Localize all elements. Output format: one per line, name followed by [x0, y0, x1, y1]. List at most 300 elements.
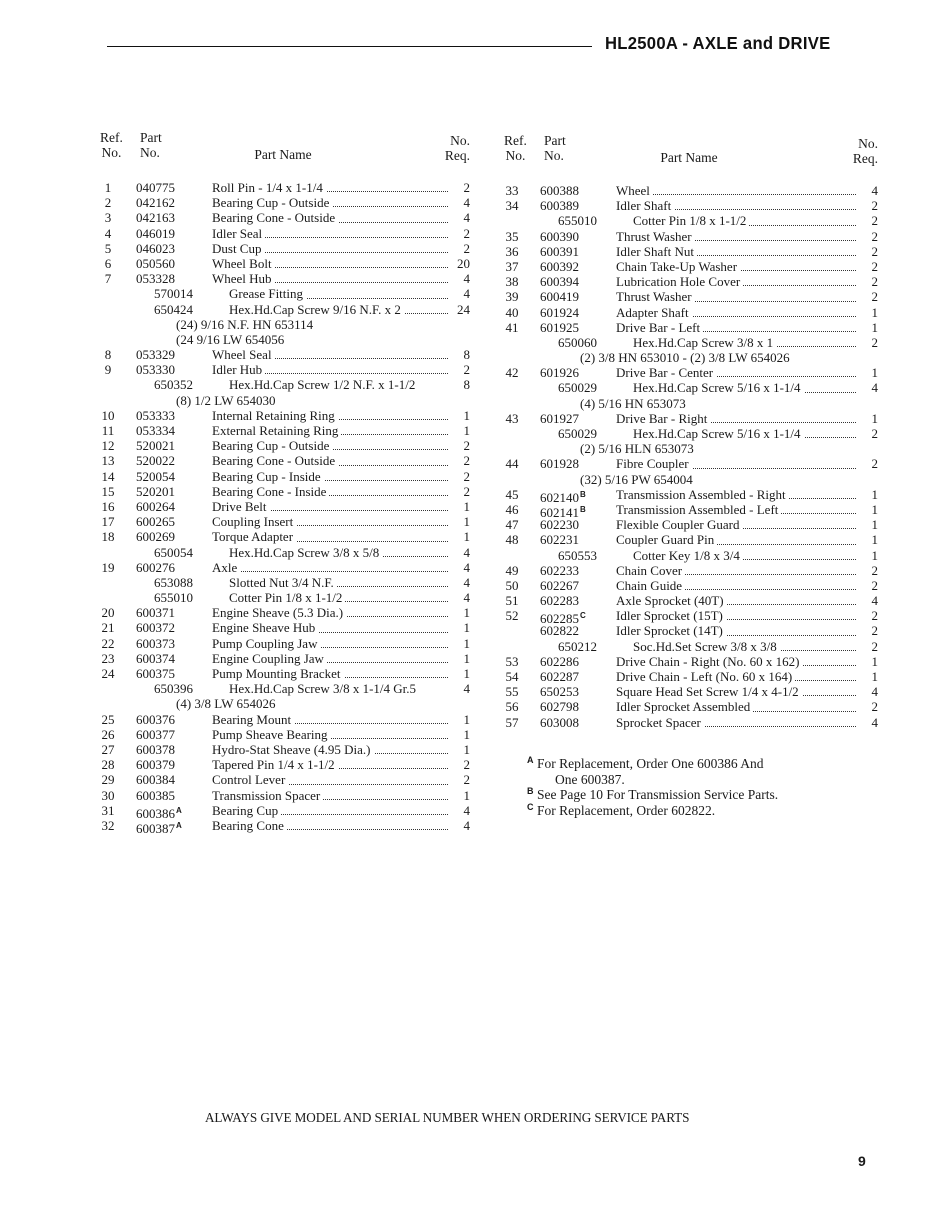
qty-required: 1	[463, 650, 470, 666]
part-name	[212, 210, 448, 225]
part-no	[136, 180, 175, 195]
ref-no: 31	[101, 802, 115, 818]
part-no	[136, 666, 175, 681]
qty-required: 8	[463, 377, 470, 393]
footnote-marker: A	[176, 820, 182, 830]
part-no	[540, 320, 579, 335]
hardware-note-text: (4) 3/8 LW 654026	[176, 696, 276, 712]
qty-required: 4	[463, 590, 470, 606]
part-name	[616, 198, 856, 213]
part-no-text: 602285	[540, 611, 579, 627]
part-name-text: Drive Bar - Right	[616, 411, 710, 426]
table-row	[96, 180, 470, 195]
qty-required: 2	[871, 289, 878, 305]
part-no-text: 600377	[136, 726, 175, 742]
part-name-text: Internal Retaining Ring	[212, 408, 338, 423]
part-no-text: 600384	[136, 772, 175, 788]
part-name-text: Transmission Assembled - Right	[616, 487, 789, 502]
part-no	[540, 623, 579, 638]
ref-no: 56	[505, 699, 519, 715]
ref-no: 20	[101, 605, 115, 621]
part-no-text: 040775	[136, 180, 175, 195]
qty-required: 2	[871, 213, 878, 229]
page-title: HL2500A - AXLE and DRIVE	[605, 33, 831, 53]
qty-required: 2	[463, 772, 470, 788]
ref-no: 37	[505, 258, 519, 274]
part-name-text: Hex.Hd.Cap Screw 3/8 x 1	[633, 335, 776, 350]
header-ref-no: Ref. No.	[504, 133, 527, 163]
part-name	[212, 195, 448, 210]
hardware-note	[96, 332, 470, 347]
part-no-text: 600376	[136, 711, 175, 727]
part-name-text: Bearing Cone	[212, 818, 287, 833]
part-name	[616, 578, 856, 593]
part-no-text: 603008	[540, 714, 579, 730]
part-name	[616, 244, 856, 259]
part-no	[136, 651, 175, 666]
qty-required: 24	[457, 301, 470, 317]
part-no-text: 602286	[540, 653, 579, 669]
hardware-note-text: (2) 3/8 HN 653010 - (2) 3/8 LW 654026	[580, 350, 790, 366]
ref-no: 52	[505, 608, 519, 624]
part-name	[633, 548, 856, 563]
part-name-text: Chain Take-Up Washer	[616, 259, 740, 274]
part-name	[229, 545, 448, 560]
part-no-text: 650060	[558, 334, 597, 350]
table-row	[96, 757, 470, 772]
part-no	[558, 548, 597, 563]
table-row	[96, 802, 470, 821]
part-name-text: Wheel Hub	[212, 271, 275, 286]
part-name-text: Slotted Nut 3/4 N.F.	[229, 575, 337, 590]
part-name	[633, 639, 856, 654]
qty-required: 2	[871, 334, 878, 350]
part-name-text: Drive Bar - Center	[616, 365, 716, 380]
qty-required: 2	[463, 240, 470, 256]
part-no-text: 601925	[540, 319, 579, 335]
qty-required: 2	[463, 180, 470, 195]
part-name	[212, 241, 448, 256]
hardware-note	[500, 396, 878, 411]
part-name-text: Thrust Washer	[616, 229, 695, 244]
part-no	[136, 408, 175, 423]
part-no-text: 601926	[540, 365, 579, 381]
part-name-text: Bearing Cup - Inside	[212, 469, 324, 484]
part-name-text: Transmission Spacer	[212, 788, 323, 803]
part-no-text: 601928	[540, 456, 579, 472]
part-no-text: 046019	[136, 225, 175, 241]
qty-required: 2	[871, 274, 878, 290]
table-row	[96, 453, 470, 468]
part-name	[616, 608, 856, 623]
part-name	[616, 229, 856, 244]
qty-required: 1	[871, 365, 878, 381]
part-no-text: 053334	[136, 423, 175, 438]
qty-required: 2	[871, 699, 878, 715]
ref-no: 33	[505, 183, 519, 198]
qty-required: 4	[463, 802, 470, 818]
parts-list-right	[500, 183, 878, 730]
part-name-text: Hex.Hd.Cap Screw 3/8 x 1-1/4 Gr.5	[229, 681, 419, 696]
table-row	[500, 380, 878, 395]
part-name-text: Square Head Set Screw 1/4 x 4-1/2	[616, 684, 802, 699]
part-name-text: Grease Fitting	[229, 286, 306, 301]
part-no-text: 600265	[136, 514, 175, 530]
ref-no: 5	[104, 240, 112, 256]
part-no	[540, 274, 579, 289]
part-name-text: Wheel Seal	[212, 347, 275, 362]
table-row	[500, 411, 878, 426]
part-name-text: Tapered Pin 1/4 x 1-1/2	[212, 757, 338, 772]
qty-required: 2	[871, 228, 878, 244]
ref-no: 35	[505, 228, 519, 244]
part-name	[212, 620, 448, 635]
part-name-text: Idler Shaft	[616, 198, 674, 213]
part-name	[229, 575, 448, 590]
part-no-text: 600379	[136, 757, 175, 773]
table-row	[96, 499, 470, 514]
ref-no: 23	[101, 650, 115, 666]
part-no	[558, 213, 597, 228]
part-name	[212, 651, 448, 666]
part-no-text: 050560	[136, 255, 175, 271]
qty-required: 1	[463, 514, 470, 530]
part-name-text: Bearing Cup - Outside	[212, 195, 332, 210]
part-no	[154, 590, 193, 605]
part-no	[136, 818, 182, 836]
table-row	[96, 651, 470, 666]
part-no-text: 601924	[540, 304, 579, 320]
part-no-text: 600387	[136, 820, 175, 836]
table-row	[96, 817, 470, 836]
qty-required: 4	[463, 817, 470, 833]
table-row	[500, 486, 878, 505]
part-no	[154, 575, 193, 590]
part-name-text: Pump Sheave Bearing	[212, 727, 331, 742]
ref-no: 39	[505, 289, 519, 305]
footnote-marker: C	[527, 801, 534, 812]
part-no	[558, 335, 597, 350]
ref-no: 34	[505, 198, 519, 214]
part-name-text: Torque Adapter	[212, 529, 296, 544]
table-row	[500, 289, 878, 304]
part-name	[229, 590, 448, 605]
ref-no: 3	[104, 210, 112, 226]
ref-no: 8	[104, 347, 112, 363]
part-name-text: Soc.Hd.Set Screw 3/8 x 3/8	[633, 639, 780, 654]
ordering-notice: ALWAYS GIVE MODEL AND SERIAL NUMBER WHEN ORDERING SERVICE PARTS	[205, 1110, 690, 1125]
qty-required: 2	[463, 453, 470, 469]
part-no-text: 520022	[136, 453, 175, 469]
part-no-text: 600392	[540, 258, 579, 274]
part-name	[616, 563, 856, 578]
footnote-b	[527, 787, 778, 803]
table-row	[96, 271, 470, 286]
footnote-marker: A	[176, 805, 182, 815]
part-no	[154, 681, 193, 696]
ref-no: 48	[505, 532, 519, 548]
part-name	[616, 532, 856, 547]
part-name-text: Engine Coupling Jaw	[212, 651, 327, 666]
part-no	[136, 712, 175, 727]
part-name	[616, 502, 856, 517]
part-name-text: Control Lever	[212, 772, 288, 787]
table-row	[96, 469, 470, 484]
table-row	[96, 590, 470, 605]
part-no-text: 650029	[558, 426, 597, 441]
part-no	[540, 715, 579, 730]
part-name-text: Lubrication Hole Cover	[616, 274, 743, 289]
ref-no: 6	[104, 255, 112, 271]
qty-required: 2	[871, 608, 878, 624]
table-row	[96, 712, 470, 727]
qty-required: 2	[463, 438, 470, 454]
part-no-text: 650553	[558, 547, 597, 563]
hardware-note-text: (2) 5/16 HLN 653073	[580, 441, 694, 457]
part-name	[616, 699, 856, 714]
table-row	[96, 605, 470, 620]
table-row	[500, 699, 878, 714]
part-no-text: 602231	[540, 532, 579, 548]
part-name-text: Pump Mounting Bracket	[212, 666, 344, 681]
part-name-text: Axle Sprocket (40T)	[616, 593, 727, 608]
part-no-text: 053333	[136, 407, 175, 423]
part-name-text: Idler Hub	[212, 362, 265, 377]
part-no	[540, 244, 579, 259]
part-name-text: Bearing Mount	[212, 712, 294, 727]
ref-no: 28	[101, 757, 115, 773]
part-no	[136, 271, 175, 286]
part-no-text: 602283	[540, 593, 579, 609]
dot-leader	[212, 571, 448, 572]
qty-required: 1	[871, 486, 878, 502]
ref-no: 36	[505, 243, 519, 259]
ref-no: 53	[505, 653, 519, 669]
part-name	[212, 362, 448, 377]
part-name	[212, 712, 448, 727]
footnote-marker: B	[580, 504, 586, 514]
part-no-text: 570014	[154, 286, 193, 302]
qty-required: 2	[463, 362, 470, 378]
part-no	[154, 302, 193, 317]
table-row	[500, 244, 878, 259]
qty-required: 2	[871, 577, 878, 593]
qty-required: 2	[871, 623, 878, 639]
part-no	[136, 514, 175, 529]
part-name	[212, 605, 448, 620]
header-rule	[107, 46, 592, 47]
part-name	[616, 320, 856, 335]
header-part-no: Part No.	[140, 130, 162, 160]
part-no	[136, 423, 175, 438]
part-no-text: 042163	[136, 210, 175, 226]
part-name-text: Chain Guide	[616, 578, 685, 593]
part-no-text: 600394	[540, 274, 579, 290]
qty-required: 4	[463, 210, 470, 226]
table-row	[96, 788, 470, 803]
table-row	[96, 772, 470, 787]
part-no	[136, 742, 175, 757]
part-no-text: 600372	[136, 620, 175, 636]
table-row	[96, 377, 470, 392]
header-no-req: No. Req.	[444, 133, 470, 163]
table-row	[500, 669, 878, 684]
part-no-text: 650424	[154, 301, 193, 317]
ref-no: 54	[505, 669, 519, 684]
table-row	[96, 681, 470, 696]
ref-no: 57	[505, 714, 519, 730]
qty-required: 1	[463, 787, 470, 803]
qty-required: 4	[871, 593, 878, 609]
table-row	[96, 484, 470, 499]
qty-required: 1	[871, 653, 878, 669]
table-row	[500, 183, 878, 198]
part-name-text: Engine Sheave (5.3 Dia.)	[212, 605, 346, 620]
ref-no: 29	[101, 772, 115, 788]
part-name	[212, 772, 448, 787]
ref-no: 15	[101, 483, 115, 499]
part-no	[540, 593, 579, 608]
part-name-text: Sprocket Spacer	[616, 715, 704, 730]
part-name	[229, 377, 448, 392]
qty-required: 20	[457, 255, 470, 271]
ref-no: 55	[505, 684, 519, 700]
part-no	[136, 210, 175, 225]
ref-no: 10	[101, 407, 115, 423]
part-no-text: 602287	[540, 669, 579, 684]
part-name	[212, 529, 448, 544]
qty-required: 1	[463, 423, 470, 438]
part-no-text: 042162	[136, 195, 175, 211]
ref-no: 27	[101, 741, 115, 757]
part-no	[540, 563, 579, 578]
part-no	[136, 499, 175, 514]
ref-no: 21	[101, 620, 115, 636]
part-no	[558, 426, 597, 441]
part-no	[136, 347, 175, 362]
part-no-text: 520054	[136, 468, 175, 484]
ref-no: 7	[104, 271, 112, 287]
part-name-text: Wheel Bolt	[212, 256, 275, 271]
part-no	[540, 654, 579, 669]
part-no-text: 650352	[154, 377, 193, 393]
table-row	[500, 335, 878, 350]
table-row	[500, 213, 878, 228]
part-no	[558, 380, 597, 395]
hardware-note	[500, 472, 878, 487]
part-no	[136, 484, 175, 499]
part-name	[633, 213, 856, 228]
qty-required: 4	[463, 681, 470, 697]
part-name	[616, 274, 856, 289]
part-name	[616, 259, 856, 274]
qty-required: 2	[871, 456, 878, 472]
qty-required: 1	[871, 319, 878, 335]
part-no	[540, 456, 579, 471]
table-header	[96, 130, 470, 180]
qty-required: 2	[871, 426, 878, 441]
hardware-note-text: (24 9/16 LW 654056	[176, 331, 285, 347]
table-row	[96, 347, 470, 362]
part-no-text: 600378	[136, 741, 175, 757]
part-no	[540, 699, 579, 714]
part-no-text: 600373	[136, 635, 175, 651]
part-no-text: 602140	[540, 489, 579, 505]
table-row	[96, 423, 470, 438]
ref-no: 43	[505, 410, 519, 426]
part-no	[136, 438, 175, 453]
part-no-text: 602230	[540, 517, 579, 533]
table-row	[96, 241, 470, 256]
part-name	[212, 469, 448, 484]
part-no	[540, 669, 579, 684]
part-no	[136, 772, 175, 787]
part-no	[540, 289, 579, 304]
table-row	[96, 256, 470, 271]
part-no	[136, 256, 175, 271]
part-no-text: 650212	[558, 638, 597, 654]
hardware-note	[500, 350, 878, 365]
part-no	[136, 453, 175, 468]
part-name	[212, 271, 448, 286]
part-name	[616, 305, 856, 320]
part-no-text: 600386	[136, 805, 175, 821]
ref-no: 13	[101, 453, 115, 469]
part-no	[136, 727, 175, 742]
ref-no: 40	[505, 304, 519, 320]
qty-required: 1	[871, 669, 878, 684]
part-no	[540, 578, 579, 593]
ref-no: 4	[104, 225, 112, 241]
part-no-text: 520021	[136, 438, 175, 454]
ref-no: 24	[101, 666, 115, 681]
part-no-text: 602822	[540, 623, 579, 639]
table-row	[500, 229, 878, 244]
part-no	[136, 560, 175, 575]
header-no-req: No. Req.	[852, 136, 878, 166]
part-no-text: 600385	[136, 787, 175, 803]
ref-no: 16	[101, 498, 115, 514]
part-no-text: 602233	[540, 562, 579, 578]
part-no-text: 600390	[540, 228, 579, 244]
part-no-text: 053330	[136, 362, 175, 378]
part-name-text: Hex.Hd.Cap Screw 3/8 x 5/8	[229, 545, 382, 560]
part-no	[136, 757, 175, 772]
qty-required: 1	[871, 304, 878, 320]
qty-required: 2	[463, 468, 470, 484]
qty-required: 4	[463, 559, 470, 575]
part-name	[212, 560, 448, 575]
part-no	[540, 305, 579, 320]
part-no	[154, 545, 193, 560]
ref-no: 14	[101, 468, 115, 484]
part-no	[540, 517, 579, 532]
qty-required: 4	[871, 684, 878, 700]
part-name-text: Hex.Hd.Cap Screw 5/16 x 1-1/4	[633, 380, 804, 395]
part-no-text: 650396	[154, 681, 193, 697]
ref-no: 1	[104, 180, 112, 195]
part-name-text: Transmission Assembled - Left	[616, 502, 781, 517]
table-row	[96, 742, 470, 757]
ref-no: 42	[505, 365, 519, 381]
part-name-text: Bearing Cone - Outside	[212, 453, 338, 468]
part-name-text: Cotter Key 1/8 x 3/4	[633, 548, 743, 563]
part-name-text: External Retaining Ring	[212, 423, 341, 438]
table-row	[96, 727, 470, 742]
table-row	[500, 517, 878, 532]
part-name-text: Drive Chain - Left (No. 60 x 164)	[616, 669, 795, 684]
part-no-text: 650054	[154, 544, 193, 560]
